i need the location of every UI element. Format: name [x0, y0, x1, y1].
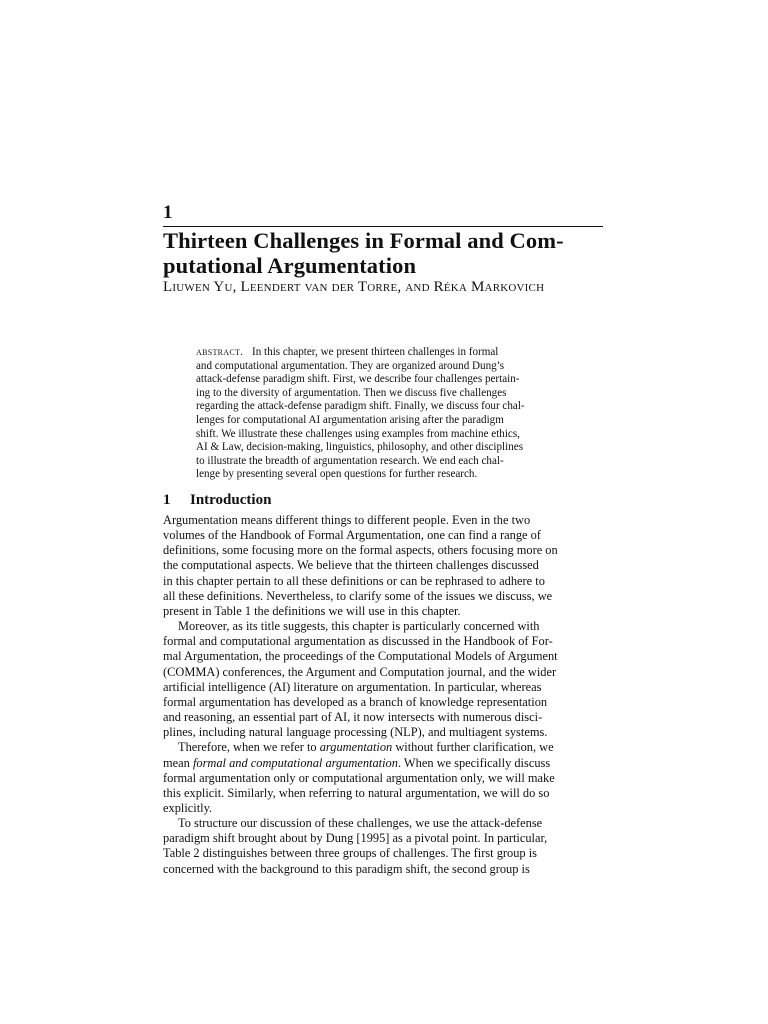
body-text [163, 513, 608, 877]
abstract [196, 346, 576, 482]
body-line: formal argumentation has developed as a branch of knowledge representation [163, 694, 548, 709]
abstract-text: In this chapter, we present thirteen challenges in formal [252, 346, 499, 358]
body-emphasis: formal and computational argumentation [192, 755, 398, 770]
abstract-line: regarding the attack-defense paradigm shift. Finally, we discuss four chal- [196, 400, 525, 413]
abstract-line: shift. We illustrate these challenges using examples from machine ethics, [196, 427, 520, 440]
abstract-line: lenges for computational AI argumentation arising after the paradigm [196, 413, 504, 426]
abstract-line: AI & Law, decision-making, linguistics, philosophy, and other disciplines [196, 441, 524, 454]
chapter-title-line: Thirteen Challenges in Formal and Com- [163, 228, 564, 253]
body-emphasis: argumentation [319, 740, 393, 755]
section-number: 1 [163, 492, 171, 508]
body-text-run: . When we specifically discuss [397, 755, 551, 770]
body-line: (COMMA) conferences, the Argument and Computation journal, and the wider [163, 664, 557, 679]
body-line: and reasoning, an essential part of AI, it now intersects with numerous disci- [163, 710, 543, 725]
body-line: Argumentation means different things to different people. Even in the two [163, 513, 531, 527]
author-list: Liuwen Yu, Leendert van der Torre, and Réka Markovich [163, 279, 545, 295]
body-line: this explicit. Similarly, when referring to natural argumentation, we will do so [163, 785, 550, 800]
body-line [163, 756, 608, 771]
abstract-line: and computational argumentation. They are organized around Dung’s [196, 359, 505, 372]
section-title: Introduction [190, 492, 272, 508]
body-line: Table 2 distinguishes between three groups of challenges. The first group is [163, 846, 537, 861]
abstract-label: abstract. [196, 346, 244, 358]
body-line: definitions, some focusing more on the formal aspects, others focusing more on [163, 543, 558, 558]
title-rule [163, 226, 603, 227]
abstract-line: ing to the diversity of argumentation. Then we discuss five challenges [196, 386, 507, 399]
body-line: formal argumentation only or computational argumentation only, we will make [163, 770, 555, 785]
body-line: plines, including natural language processing (NLP), and multiagent systems. [163, 725, 548, 740]
abstract-line [196, 346, 576, 360]
body-line: all these definitions. Nevertheless, to clarify some of the issues we discuss, we [163, 588, 553, 603]
abstract-line: to illustrate the breadth of argumentation research. We end each chal- [196, 454, 504, 467]
body-line: volumes of the Handbook of Formal Argumentation, one can find a range of [163, 528, 541, 543]
body-line: To structure our discussion of these challenges, we use the attack-defense [178, 816, 543, 831]
body-line: present in Table 1 the definitions we will use in this chapter. [163, 603, 461, 618]
body-line: the computational aspects. We believe that the thirteen challenges discussed [163, 558, 539, 573]
chapter-number: 1 [163, 202, 173, 223]
body-line: artificial intelligence (AI) literature on argumentation. In particular, whereas [163, 679, 542, 694]
abstract-line: attack-defense paradigm shift. First, we describe four challenges pertain- [196, 373, 520, 386]
chapter-title-line: putational Argumentation [163, 253, 417, 278]
body-line: Moreover, as its title suggests, this chapter is particularly concerned with [178, 619, 540, 634]
abstract-line: lenge by presenting several open questions for further research. [196, 468, 478, 481]
body-line: mal Argumentation, the proceedings of the Computational Models of Argument [163, 649, 558, 664]
body-line: formal and computational argumentation as discussed in the Handbook of For- [163, 634, 553, 649]
body-line: paradigm shift brought about by Dung [1995] as a pivotal point. In particular, [163, 831, 548, 846]
body-line [163, 740, 608, 755]
chapter-title [163, 228, 608, 278]
body-line: concerned with the background to this paradigm shift, the second group is [163, 861, 530, 876]
section-heading [163, 491, 271, 509]
body-text-run: Therefore, when we refer to [178, 740, 320, 755]
body-text-run: mean [163, 755, 193, 770]
body-text-run: without further clarification, we [392, 740, 554, 755]
body-line: in this chapter pertain to all these definitions or can be rephrased to adhere to [163, 573, 545, 588]
body-line: explicitly. [163, 800, 213, 815]
